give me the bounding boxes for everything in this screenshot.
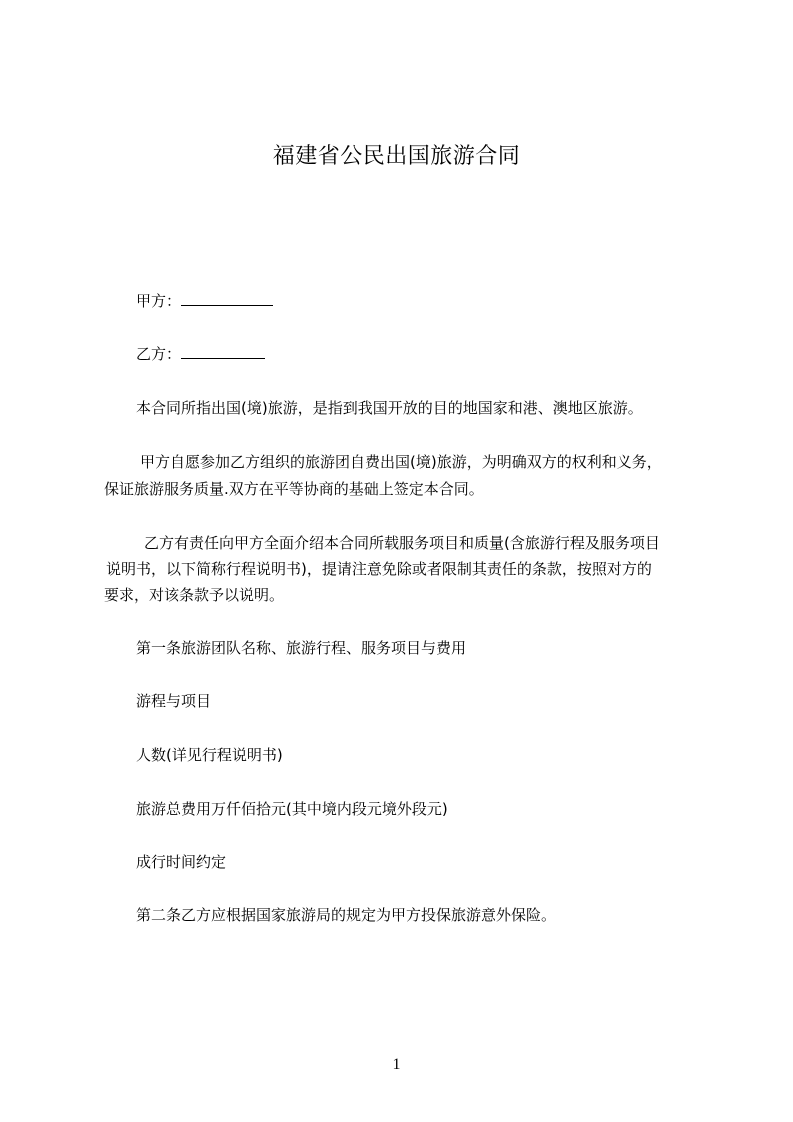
item-itinerary: 游程与项目 xyxy=(136,692,212,710)
party-b-line xyxy=(136,342,265,365)
party-b-label: 乙方： xyxy=(136,345,182,363)
party-b-blank xyxy=(181,342,265,359)
paragraph-responsibility-line-1: 乙方有责任向甲方全面介绍本合同所载服务项目和质量(含旅游行程及服务项目 xyxy=(144,534,660,552)
paragraph-responsibility-line-2: 说明书，以下简称行程说明书)，提请注意免除或者限制其责任的条款，按照对方的 xyxy=(106,560,652,578)
page-number: 1 xyxy=(392,1056,401,1073)
party-a-blank xyxy=(181,289,273,306)
paragraph-voluntary-line-1: 甲方自愿参加乙方组织的旅游团自费出国(境)旅游，为明确双方的权利和义务， xyxy=(140,453,662,471)
paragraph-voluntary-line-2: 保证旅游服务质量.双方在平等协商的基础上签定本合同。 xyxy=(104,480,484,498)
party-a-line xyxy=(136,289,273,312)
paragraph-scope: 本合同所指出国(境)旅游，是指到我国开放的目的地国家和港、澳地区旅游。 xyxy=(136,399,643,417)
document-title: 福建省公民出国旅游合同 xyxy=(272,144,521,169)
item-departure-time: 成行时间约定 xyxy=(136,853,227,871)
article-2-heading: 第二条乙方应根据国家旅游局的规定为甲方投保旅游意外保险。 xyxy=(136,906,557,924)
party-a-label: 甲方： xyxy=(136,292,182,310)
paragraph-responsibility-line-3: 要求，对该条款予以说明。 xyxy=(104,586,285,604)
article-1-heading: 第一条旅游团队名称、旅游行程、服务项目与费用 xyxy=(136,639,467,657)
item-participants: 人数(详见行程说明书) xyxy=(136,746,283,764)
item-total-cost: 旅游总费用万仟佰拾元(其中境内段元境外段元) xyxy=(136,800,448,818)
